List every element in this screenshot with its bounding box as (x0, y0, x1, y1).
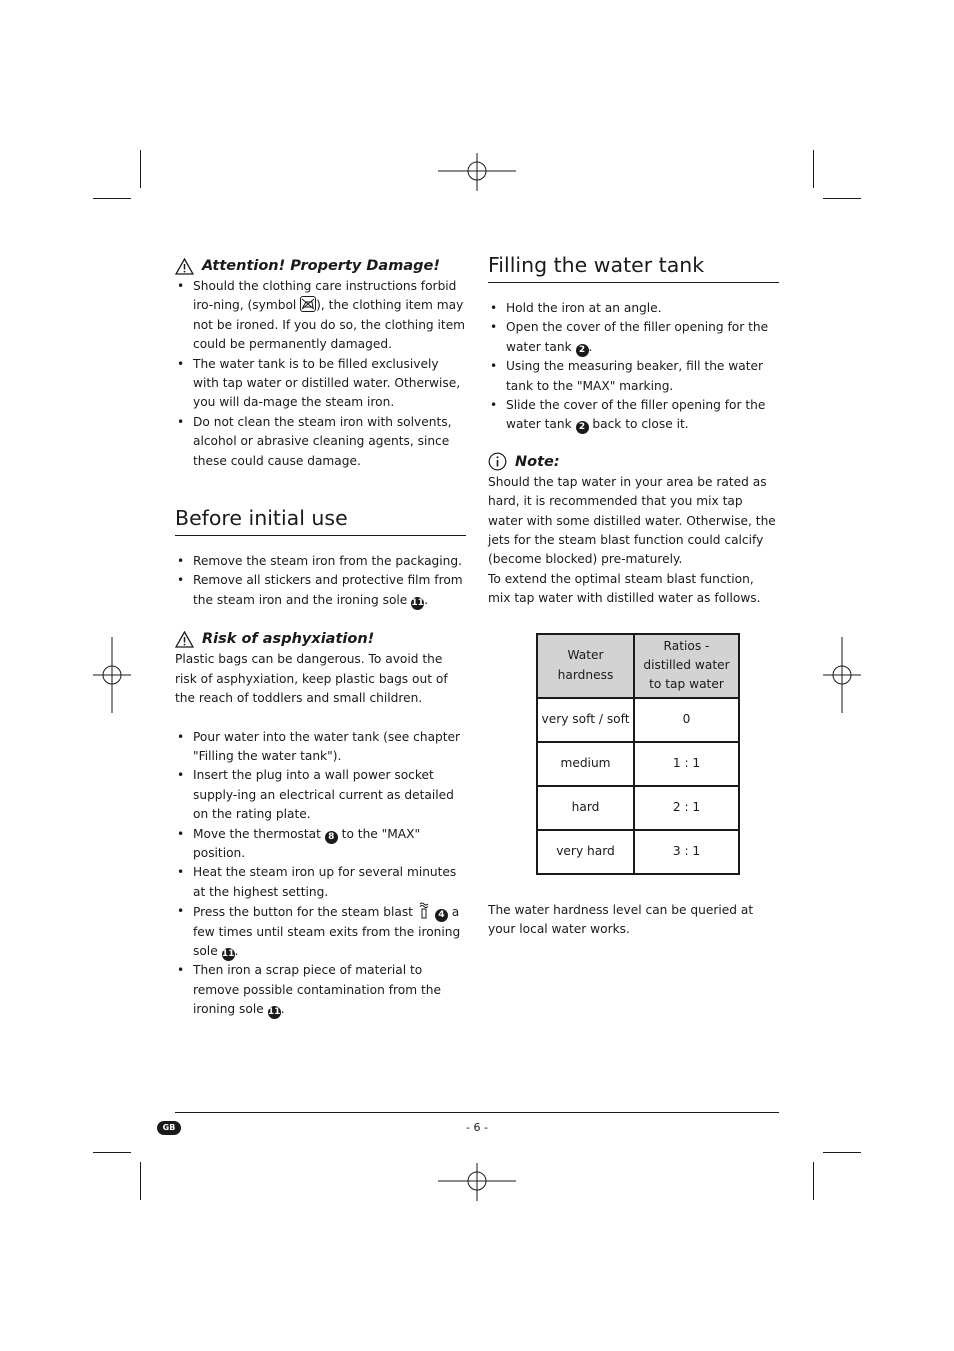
table-row (537, 786, 739, 830)
item-text: . (588, 339, 593, 354)
table-cell: 3 : 1 (634, 830, 739, 874)
part-number-badge: 11 (411, 597, 424, 608)
item-text: Open the cover of the filler opening for the water tank (506, 320, 769, 354)
page-number: - 6 - (466, 1121, 488, 1134)
part-number-badge: 4 (435, 909, 448, 922)
item-text: Move the thermostat (193, 826, 325, 841)
table-header-cell: Water hardness (537, 634, 634, 698)
list-item: • Hold the iron at an angle. (488, 299, 779, 318)
water-hardness-table (536, 633, 740, 875)
info-icon (488, 452, 507, 471)
list-item (488, 318, 779, 357)
table-cell: very soft / soft (537, 698, 634, 742)
table-header-row (537, 634, 739, 698)
table-cell: 1 : 1 (634, 742, 739, 786)
crop-mark (813, 1162, 814, 1200)
list-item: • Heat the steam iron up for several minutes at the highest setting. (175, 863, 466, 902)
filling-heading: Filling the water tank (488, 252, 779, 283)
registration-mark-icon (93, 637, 131, 713)
left-column (175, 255, 466, 1020)
note-heading-text: Note: (515, 453, 560, 470)
table-cell: hard (537, 786, 634, 830)
part-number-badge: 2 (576, 344, 589, 357)
right-column (488, 252, 779, 940)
item-text: . (234, 943, 239, 958)
list-item (175, 277, 466, 355)
list-item: • Do not clean the steam iron with solvents, alcohol or abrasive cleaning agents, since these could cause damage. (175, 413, 466, 471)
language-badge: GB (157, 1121, 181, 1135)
list-item: • Pour water into the water tank (see chapter "Filling the water tank"). (175, 728, 466, 767)
item-text: back to close it. (588, 417, 689, 432)
part-number-badge: 11 (221, 948, 235, 959)
note-paragraph: To extend the optimal steam blast function, mix tap water with distilled water as follows. (488, 571, 761, 606)
crop-mark (140, 150, 141, 188)
list-item (175, 825, 466, 864)
table-row (537, 742, 739, 786)
filling-list (488, 299, 779, 435)
registration-mark-icon (823, 637, 861, 713)
part-number-badge: 11 (267, 1007, 281, 1018)
table-row (537, 698, 739, 742)
before-use-heading: Before initial use (175, 505, 466, 536)
closing-paragraph: The water hardness level can be queried at your local water works. (488, 902, 754, 937)
asphyxiation-heading (175, 628, 466, 650)
table-cell: 2 : 1 (634, 786, 739, 830)
table-header-cell: Ratios - distilled water to tap water (634, 634, 739, 698)
crop-mark (93, 1152, 131, 1153)
part-number-badge: 8 (325, 831, 338, 844)
item-text: Remove all stickers and protective film from the steam iron and the ironing sole (193, 573, 463, 607)
list-item (175, 961, 466, 1019)
part-number-badge: 2 (576, 421, 589, 434)
crop-mark (823, 198, 861, 199)
item-text: . (280, 1002, 285, 1017)
asphyxiation-text: Plastic bags can be dangerous. To avoid the risk of asphyxiation, keep plastic bags out of the reach of toddlers and small children. (175, 652, 448, 706)
footer-divider (175, 1112, 779, 1113)
list-item: • The water tank is to be filled exclusively with tap water or distilled water. Otherwise, you will da-mage the steam iron. (175, 355, 466, 413)
item-text: Press the button for the steam blast (193, 905, 417, 920)
steam-blast-icon (417, 902, 431, 920)
item-text: to the "MAX" position. (193, 826, 421, 860)
crop-mark (140, 1162, 141, 1200)
attention-heading-text: Attention! Property Damage! (202, 258, 440, 274)
attention-list (175, 277, 466, 471)
no-ironing-symbol-icon (300, 296, 316, 312)
list-item: • Insert the plug into a wall power socket supply-ing an electrical current as detailed on the rating plate. (175, 766, 466, 824)
table-cell: 0 (634, 698, 739, 742)
attention-heading (175, 255, 466, 277)
registration-mark-icon (438, 1163, 516, 1201)
crop-mark (823, 1152, 861, 1153)
list-item (175, 902, 466, 961)
list-item: • Using the measuring beaker, fill the water tank to the "MAX" marking. (488, 357, 779, 396)
list-item (175, 571, 466, 610)
item-text: Then iron a scrap piece of material to remove possible contamination from the ironing sole (193, 963, 441, 1017)
item-text: Slide the cover of the filler opening for the water tank (506, 398, 766, 432)
asphyxiation-heading-text: Risk of asphyxiation! (202, 631, 375, 648)
item-text: . (424, 592, 429, 607)
asphyxiation-list (175, 728, 466, 1020)
item-text: a few times until steam exits from the ironing sole (193, 905, 461, 958)
crop-mark (813, 150, 814, 188)
warning-triangle-icon (175, 631, 194, 648)
item-text: ), the clothing item may not be ironed. If you do so, the clothing item could be permanently damaged. (193, 298, 466, 352)
registration-mark-icon (438, 153, 516, 191)
table-row (537, 830, 739, 874)
crop-mark (93, 198, 131, 199)
table-cell: very hard (537, 830, 634, 874)
list-item (488, 396, 779, 435)
warning-triangle-icon (175, 258, 194, 275)
note-paragraph: Should the tap water in your area be rated as hard, it is recommended that you mix tap water with some distilled water. Otherwise, the jets for the steam blast function could calcify (become blocked) pre-maturely. (488, 474, 776, 567)
note-heading (488, 451, 779, 473)
list-item: • Remove the steam iron from the packaging. (175, 552, 466, 571)
item-text: Should the clothing care instructions forbid iro-ning, (symbol (193, 279, 457, 313)
before-use-list (175, 552, 466, 610)
table-cell: medium (537, 742, 634, 786)
